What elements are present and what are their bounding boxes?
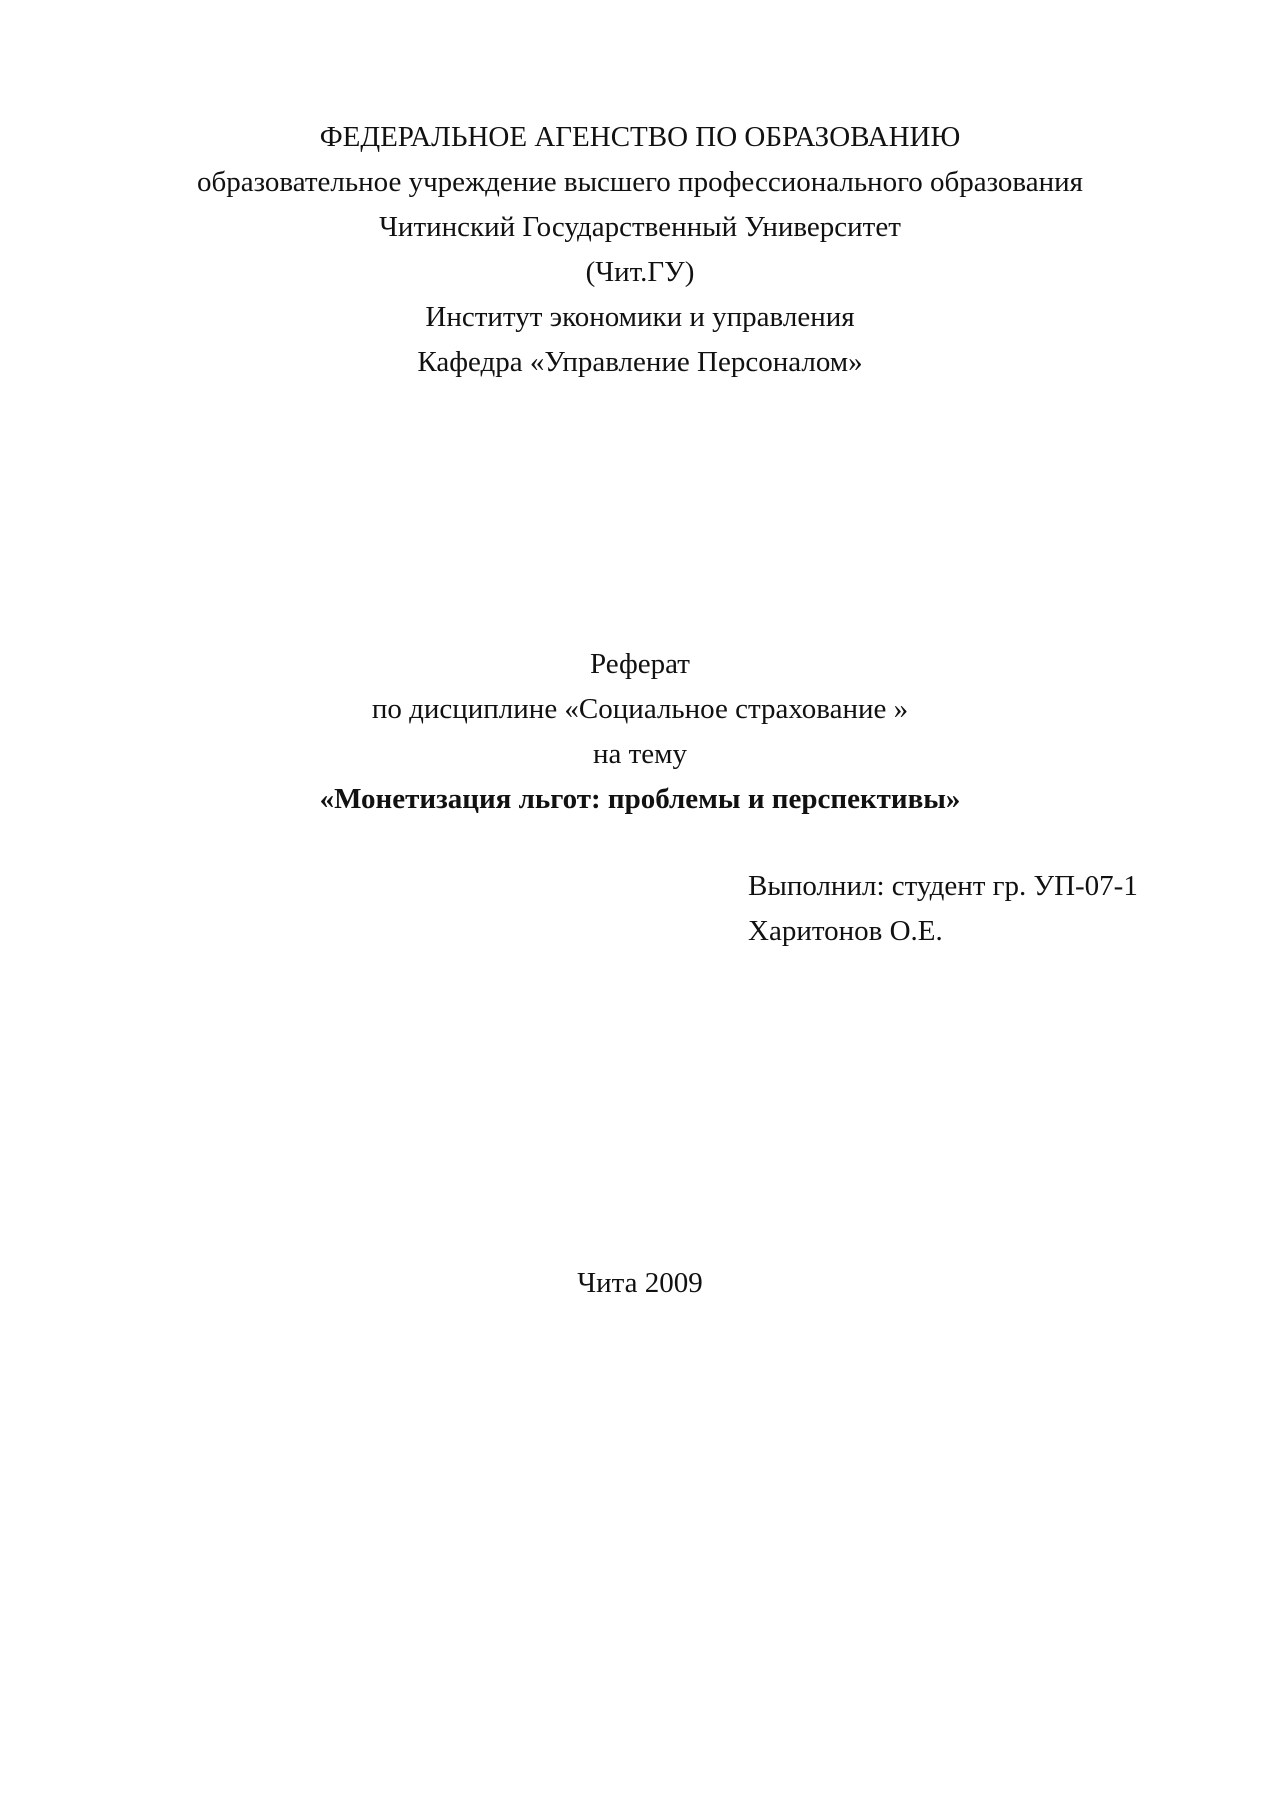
department-name: Кафедра «Управление Персоналом» <box>417 346 863 378</box>
author-name: Харитонов О.Е. <box>748 915 943 947</box>
institution-type: образовательное учреждение высшего профессионального образования <box>197 166 1083 198</box>
university-name: Читинский Государственный Университет <box>379 211 901 243</box>
city-year: Чита 2009 <box>577 1267 703 1299</box>
topic-intro: на тему <box>592 738 688 770</box>
performed-by-line: Выполнил: студент гр. УП-07-1 <box>748 870 1138 902</box>
topic-title: «Монетизация льгот: проблемы и перспективы» <box>319 783 961 815</box>
institute-name: Институт экономики и управления <box>425 301 855 333</box>
discipline-line: по дисциплине «Социальное страхование » <box>371 693 909 725</box>
university-abbreviation: (Чит.ГУ) <box>585 256 695 288</box>
document-type: Реферат <box>590 648 690 680</box>
agency-name: ФЕДЕРАЛЬНОЕ АГЕНСТВО ПО ОБРАЗОВАНИЮ <box>319 121 961 153</box>
